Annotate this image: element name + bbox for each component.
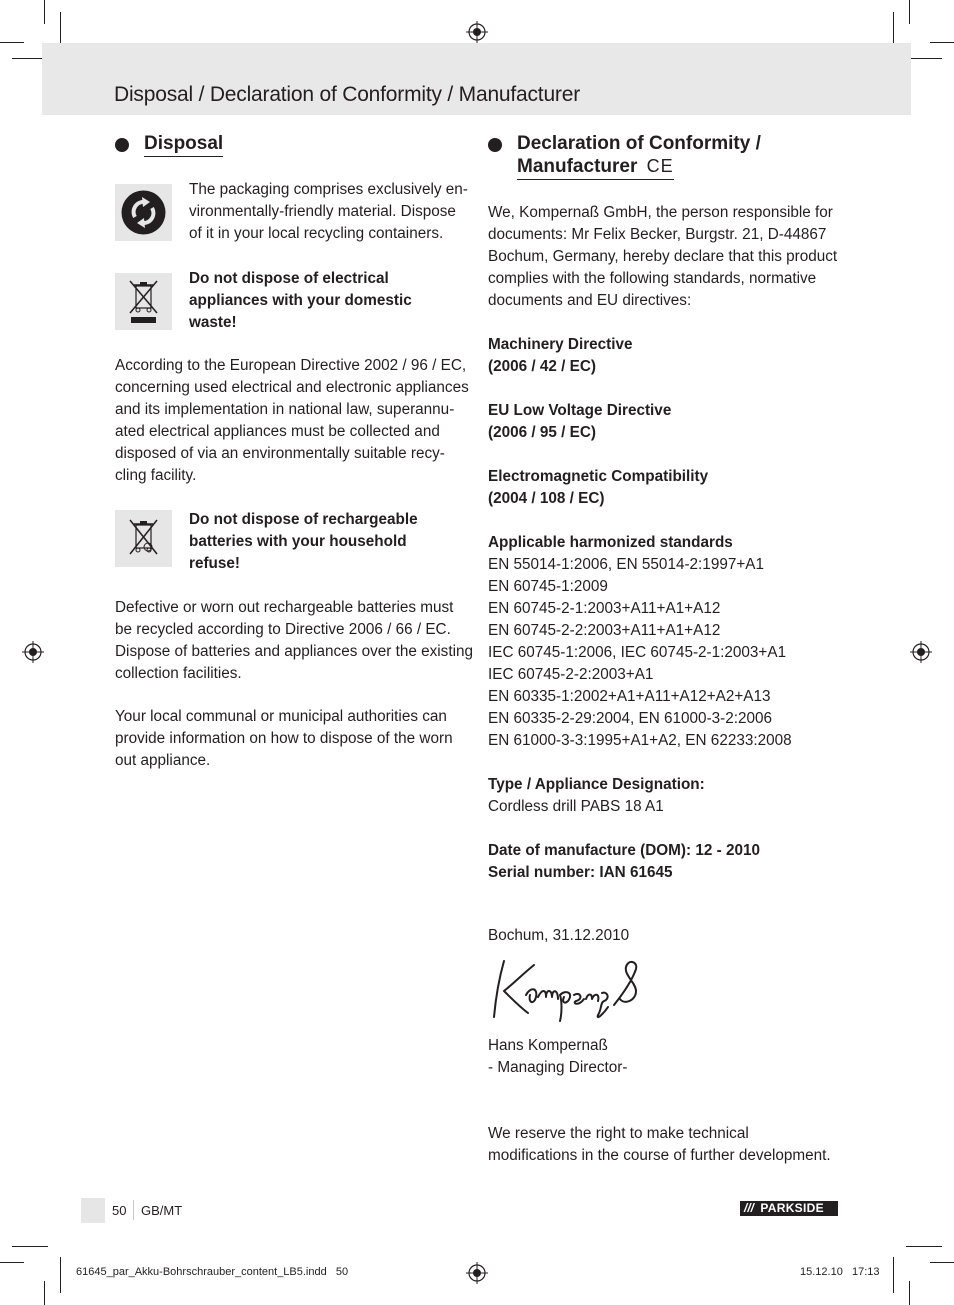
standard-item: IEC 60745-2-2:2003+A1	[488, 666, 654, 683]
language-code: GB/MT	[141, 1203, 183, 1218]
text-line: vironmentally-friendly material. Dispose	[189, 203, 456, 220]
place-date: Bochum, 31.12.2010	[488, 927, 630, 944]
text-line: concerning used electrical and electronic appliances	[115, 379, 469, 396]
text-line: out appliance.	[115, 752, 211, 769]
declaration-heading-line2: Manufacturer	[517, 156, 638, 177]
bullet-icon	[115, 138, 129, 152]
weee-icon-box	[115, 273, 172, 330]
text-line: The packaging comprises exclusively en-	[189, 181, 468, 198]
directive-code: (2006 / 95 / EC)	[488, 424, 596, 441]
battery-warning	[189, 509, 479, 575]
directive-code: (2004 / 108 / EC)	[488, 490, 605, 507]
standards-heading: Applicable harmonized standards	[488, 534, 733, 551]
declaration-body	[488, 202, 858, 884]
slug-file-name: 61645_par_Akku-Bohrschrauber_content_LB5.indd 50	[76, 1266, 349, 1278]
authorities-text	[115, 706, 475, 772]
parkside-logo	[740, 1201, 838, 1216]
signatory-name: Hans Kompernaß	[488, 1037, 608, 1054]
declaration-heading-line1: Declaration of Conformity /	[517, 133, 761, 154]
text-line: disposed of via an environmentally suitable recy-	[115, 445, 445, 462]
text-line: provide information on how to dispose of the worn	[115, 730, 453, 747]
text-line: complies with the following standards, normative	[488, 270, 817, 287]
date-of-manufacture: Date of manufacture (DOM): 12 - 2010	[488, 842, 761, 859]
text-line: cling facility.	[115, 467, 197, 484]
text-line: modifications in the course of further development.	[488, 1147, 831, 1164]
text-line: documents and EU directives:	[488, 292, 692, 309]
ce-mark: CE	[646, 156, 674, 176]
crossed-out-wheelie-bin-icon	[115, 273, 172, 330]
registration-mark-icon	[466, 21, 488, 43]
packaging-text	[189, 179, 479, 245]
text-line: ated electrical appliances must be collected and	[115, 423, 440, 440]
text-line: refuse!	[189, 555, 241, 572]
standard-item: EN 60745-2-1:2003+A11+A1+A12	[488, 600, 721, 617]
standard-item: EN 60335-2-29:2004, EN 61000-3-2:2006	[488, 710, 773, 727]
text-line: documents: Mr Felix Becker, Burgstr. 21, D-44867	[488, 226, 827, 243]
standard-item: EN 60745-1:2009	[488, 578, 608, 595]
standard-item: IEC 60745-1:2006, IEC 60745-2-1:2003+A1	[488, 644, 787, 661]
disposal-heading-text: Disposal	[144, 133, 223, 157]
battery-text	[115, 597, 475, 685]
declaration-heading-line2-wrap	[517, 155, 674, 180]
text-line: Defective or worn out rechargeable batteries must	[115, 599, 454, 616]
text-line: appliances with your domestic	[189, 292, 412, 309]
text-line: Dispose of batteries and appliances over the existing	[115, 643, 473, 660]
page-tab	[81, 1198, 105, 1223]
declaration-heading	[488, 133, 848, 180]
recycle-icon-box	[115, 184, 172, 241]
directive-name: Electromagnetic Compatibility	[488, 468, 709, 485]
text-line: We reserve the right to make technical	[488, 1125, 749, 1142]
text-line: collection facilities.	[115, 665, 242, 682]
registration-mark-icon	[22, 641, 44, 663]
weee-text	[115, 355, 475, 487]
disposal-heading	[115, 133, 223, 157]
signature-image	[486, 955, 662, 1025]
brand-stripes: ///	[744, 1201, 755, 1215]
standard-item: EN 60335-1:2002+A1+A11+A12+A2+A13	[488, 688, 771, 705]
bullet-icon	[488, 138, 502, 152]
directive-name: EU Low Voltage Directive	[488, 402, 672, 419]
text-line: batteries with your household	[189, 533, 407, 550]
directive-name: Machinery Directive	[488, 336, 633, 353]
text-line: Do not dispose of electrical	[189, 270, 389, 287]
standard-item: EN 61000-3-3:1995+A1+A2, EN 62233:2008	[488, 732, 792, 749]
type-value: Cordless drill PABS 18 A1	[488, 798, 664, 815]
signatory-title: - Managing Director-	[488, 1059, 628, 1076]
text-line: Bochum, Germany, hereby declare that this product	[488, 248, 838, 265]
text-line: of it in your local recycling containers.	[189, 225, 444, 242]
type-heading: Type / Appliance Designation:	[488, 776, 705, 793]
slug-timestamp: 15.12.10 17:13	[800, 1266, 880, 1278]
text-line: waste!	[189, 314, 237, 331]
reserve-notice	[488, 1123, 858, 1167]
registration-mark-icon	[910, 641, 932, 663]
text-line: According to the European Directive 2002 / 96 / EC,	[115, 357, 467, 374]
crossed-out-battery-bin-icon	[115, 510, 172, 567]
text-line: Your local communal or municipal authorities can	[115, 708, 447, 725]
standard-item: EN 55014-1:2006, EN 55014-2:1997+A1	[488, 556, 764, 573]
text-line: We, Kompernaß GmbH, the person responsible for	[488, 204, 833, 221]
recycle-arrows-icon	[115, 184, 172, 241]
page-title: Disposal / Declaration of Conformity / Manufacturer	[114, 83, 580, 106]
text-line: and its implementation in national law, superannu-	[115, 401, 455, 418]
footer-divider	[133, 1200, 134, 1220]
registration-mark-icon	[466, 1262, 488, 1284]
signatory	[488, 1035, 858, 1079]
weee-warning	[189, 268, 479, 334]
brand-name: PARKSIDE	[760, 1201, 824, 1215]
battery-icon-box	[115, 510, 172, 567]
serial-number: Serial number: IAN 61645	[488, 864, 673, 881]
text-line: be recycled according to Directive 2006 / 66 / EC.	[115, 621, 451, 638]
directive-code: (2006 / 42 / EC)	[488, 358, 596, 375]
page-number: 50	[112, 1203, 127, 1218]
standard-item: EN 60745-2-2:2003+A11+A1+A12	[488, 622, 721, 639]
text-line: Do not dispose of rechargeable	[189, 511, 418, 528]
